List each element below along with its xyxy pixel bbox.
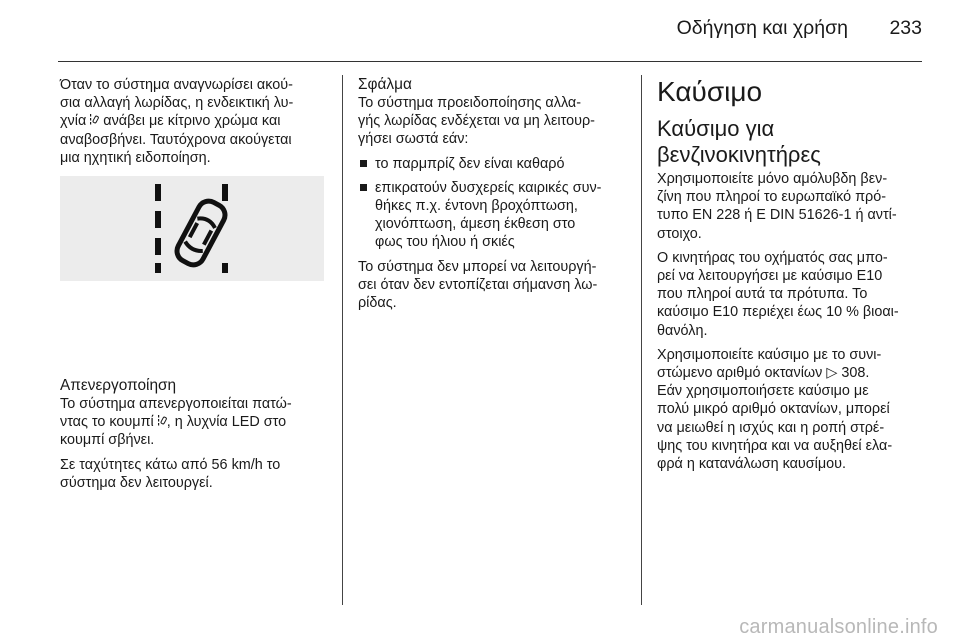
lane-change-icon [90, 112, 99, 130]
chapter-title: Καύσιμο [657, 76, 763, 107]
text-line: Το σύστημα προειδοποίησης αλλα- [358, 95, 582, 111]
text-line: στώμενο αριθμό οκτανίων ▷ 308. [657, 365, 870, 382]
header-rule [58, 61, 922, 62]
header-title: Οδήγηση και χρήση [676, 17, 848, 39]
text-line: ψης του κινητήρα και να αυξηθεί ελα- [657, 437, 893, 454]
list-item: το παρμπρίζ δεν είναι καθαρό [358, 155, 626, 173]
text-line: ρεί να λειτουργήσει με καύσιμο E10 [657, 268, 883, 285]
text-line: θανόλη. [657, 322, 708, 339]
column-1 [60, 76, 326, 492]
text-line: ζίνη που πληροί το ευρωπαϊκό πρό- [657, 189, 887, 206]
lane-change-indicator-figure [60, 176, 324, 281]
lane-change-icon [60, 176, 324, 281]
lane-change-icon [158, 413, 167, 431]
text-line: μια ηχητική ειδοποίηση. [60, 149, 211, 166]
column-divider [342, 75, 343, 605]
page-reference-link[interactable]: ▷ 308. [826, 365, 870, 382]
text-line: στοιχο. [657, 225, 702, 242]
page-header [0, 0, 960, 62]
text-line: γής λωρίδας ενδέχεται να μη λειτουρ- [358, 113, 595, 130]
text-line: γήσει σωστά εάν: [358, 131, 469, 148]
text-line: αναβοσβήνει. Ταυτόχρονα ακούγεται [60, 131, 292, 148]
section-heading: Σφάλμα [358, 76, 412, 93]
text-line: ντας το κουμπί , η λυχνία LED στο [60, 414, 287, 431]
column-divider [641, 75, 642, 605]
text-line: Το σύστημα δεν μπορεί να λειτουργή- [358, 258, 597, 275]
list-item: επικρατούν δυσχερείς καιρικές συν- θήκες π.χ. έντονη βροχόπτωση, χιονόπτωση, άμεση έκθεση στο φως του ήλιου ή σκιές [358, 179, 626, 252]
column-2 [358, 76, 626, 312]
arrow-icon: ▷ [826, 365, 838, 382]
text-line: Χρησιμοποιείτε καύσιμο με το συνι- [657, 346, 882, 363]
bullet-icon [360, 160, 367, 167]
page-number: 233 [889, 17, 922, 39]
text-line: Σε ταχύτητες κάτω από 56 km/h το [60, 456, 281, 473]
text-line: Όταν το σύστημα αναγνωρίσει ακού- [60, 77, 293, 93]
text-line: σύστημα δεν λειτουργεί. [60, 474, 213, 491]
text-line: να μειωθεί η ισχύς και η ροπή στρέ- [657, 419, 885, 436]
bullet-icon [360, 184, 367, 191]
text-line: καύσιμο E10 περιέχει έως 10 % βιοαι- [657, 304, 899, 321]
text-line: που πληροί αυτά τα πρότυπα. Το [657, 286, 868, 303]
text-line: Χρησιμοποιείτε μόνο αμόλυβδη βεν- [657, 171, 888, 187]
column-3 [657, 76, 925, 473]
text-line: Ο κινητήρας του οχήματός σας μπο- [657, 249, 888, 266]
text-line: τυπο EN 228 ή E DIN 51626-1 ή αντί- [657, 207, 897, 224]
text-line: Το σύστημα απενεργοποιείται πατώ- [60, 396, 292, 413]
text-line: ρίδας. [358, 295, 397, 312]
text-line: φρά η κατανάλωση καυσίμου. [657, 456, 847, 473]
text-line: Εάν χρησιμοποιήσετε καύσιμο με [657, 383, 869, 400]
text-line: σια αλλαγή λωρίδας, η ενδεικτική λυ- [60, 95, 294, 112]
text-line: χνία ανάβει με κίτρινο χρώμα και [60, 113, 281, 130]
text-line: σει όταν δεν εντοπίζεται σήμανση λω- [358, 276, 598, 293]
watermark: carmanualsonline.info [739, 616, 938, 638]
text-line: πολύ μικρό αριθμό οκτανίων, μπορεί [657, 401, 890, 418]
text-line: κουμπί σβήνει. [60, 432, 155, 449]
section-heading: Απενεργοποίηση [60, 377, 177, 395]
section-heading: Καύσιμο για βενζινοκινητήρες [657, 116, 821, 167]
